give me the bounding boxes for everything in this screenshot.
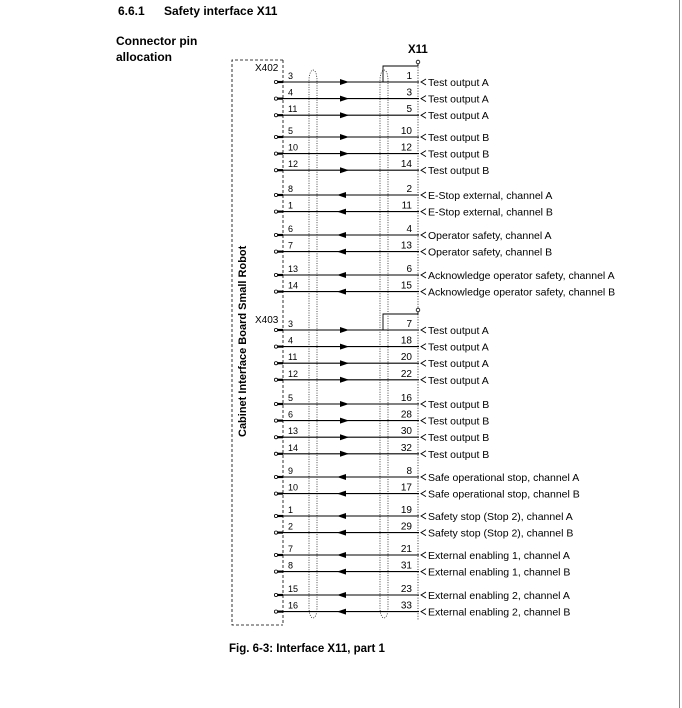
left-pin-number: 14: [288, 280, 299, 291]
arrow-right-icon: [340, 112, 349, 118]
arrow-right-icon: [340, 327, 349, 333]
left-pin-number: 10: [288, 482, 299, 493]
arrow-left-icon: [337, 530, 346, 536]
right-pin-number: 10: [400, 126, 412, 137]
left-pin-number: 6: [288, 409, 294, 420]
signal-label: Acknowledge operator safety, channel A: [428, 270, 615, 282]
right-pin-number: 17: [400, 482, 412, 494]
chevron-left-icon: [421, 491, 426, 497]
signal-label: Test output B: [428, 132, 490, 144]
board-label: Cabinet Interface Board Small Robot: [237, 245, 249, 437]
left-pin-number: 15: [288, 584, 299, 594]
jumper-terminal: [416, 60, 420, 64]
signal-row: [274, 505, 572, 523]
signal-label: Test output A: [428, 77, 489, 89]
connector-label-x402: X402: [255, 63, 279, 74]
side-heading: Connector pin allocation: [116, 34, 198, 64]
chevron-left-icon: [421, 167, 426, 173]
chevron-left-icon: [421, 272, 426, 278]
arrow-left-icon: [337, 491, 346, 497]
arrow-left-icon: [337, 513, 346, 519]
section-title: Safety interface X11: [164, 4, 278, 18]
chevron-left-icon: [421, 418, 426, 424]
left-pin-number: 6: [288, 224, 294, 234]
left-terminal-dot: [274, 514, 277, 517]
left-terminal-dot: [274, 419, 277, 422]
chevron-left-icon: [421, 377, 426, 383]
signal-label: Test output A: [428, 358, 489, 371]
chevron-left-icon: [421, 474, 426, 480]
jumper-bridge: [383, 311, 418, 330]
left-pin-number: 14: [288, 442, 299, 453]
left-terminal-dot: [274, 328, 277, 331]
chevron-left-icon: [421, 112, 426, 118]
signal-row: [274, 561, 570, 579]
arrow-right-icon: [340, 167, 349, 173]
signal-row: [274, 126, 489, 144]
left-terminal-dot: [274, 553, 277, 556]
arrow-left-icon: [337, 609, 346, 615]
left-terminal-dot: [274, 475, 277, 478]
figure-caption: Fig. 6-3: Interface X11, part 1: [229, 643, 385, 655]
left-pin-number: 5: [288, 126, 294, 136]
jumper-terminal: [416, 308, 420, 312]
signal-label: External enabling 2, channel B: [428, 606, 571, 619]
signal-row: [274, 319, 488, 337]
chevron-left-icon: [421, 513, 426, 519]
signal-row: [274, 71, 488, 89]
left-terminal-dot: [274, 233, 277, 236]
left-pin-number: 9: [288, 466, 294, 476]
signal-row: [274, 352, 488, 370]
signal-label: Operator safety, channel B: [428, 246, 553, 259]
signal-row: [274, 336, 488, 354]
left-terminal-dot: [274, 80, 277, 83]
left-pin-number: 8: [288, 184, 294, 194]
signal-label: External enabling 1, channel A: [428, 550, 570, 562]
left-terminal-dot: [274, 593, 277, 596]
left-pin-number: 4: [288, 87, 294, 98]
right-pin-number: 16: [400, 393, 412, 404]
left-terminal-dot: [274, 114, 277, 117]
signal-label: External enabling 1, channel B: [428, 566, 571, 579]
left-terminal-dot: [274, 290, 277, 293]
left-terminal-dot: [274, 273, 277, 276]
signal-label: Test output B: [428, 448, 490, 461]
left-pin-number: 3: [288, 319, 294, 329]
shield-left: [309, 70, 317, 618]
arrow-left-icon: [337, 249, 346, 255]
signal-row: [274, 159, 489, 177]
chevron-left-icon: [421, 134, 426, 140]
signal-row: [274, 88, 488, 106]
left-pin-number: 2: [288, 521, 294, 532]
chevron-left-icon: [421, 232, 426, 238]
right-pin-number: 19: [400, 505, 412, 516]
left-pin-number: 11: [288, 352, 298, 363]
right-pin-number: 31: [400, 560, 412, 572]
left-terminal-dot: [274, 452, 277, 455]
right-pin-number: 23: [400, 584, 412, 595]
arrow-left-icon: [337, 569, 346, 575]
left-terminal-dot: [274, 250, 277, 253]
signal-row: [274, 241, 552, 259]
signal-row: [274, 264, 614, 282]
left-terminal-dot: [274, 436, 277, 439]
left-terminal-dot: [274, 97, 277, 100]
right-pin-number: 14: [400, 159, 412, 171]
signal-label: Test output B: [428, 432, 490, 445]
right-pin-number: 8: [406, 466, 412, 477]
chevron-left-icon: [421, 96, 426, 102]
chevron-left-icon: [421, 360, 426, 366]
right-pin-number: 29: [400, 521, 412, 533]
signal-label: Test output B: [428, 165, 490, 178]
signal-row: [274, 466, 579, 484]
left-pin-number: 13: [288, 426, 299, 437]
right-pin-number: 1: [406, 71, 412, 82]
chevron-left-icon: [421, 530, 426, 536]
left-pin-number: 7: [288, 240, 294, 251]
chevron-left-icon: [421, 609, 426, 615]
arrow-left-icon: [337, 192, 346, 198]
chevron-left-icon: [421, 434, 426, 440]
signal-row: [274, 104, 488, 122]
right-pin-number: 15: [400, 280, 412, 292]
x11-connector-label: X11: [408, 44, 428, 56]
left-pin-number: 7: [288, 544, 294, 554]
shield-right: [380, 70, 388, 618]
left-terminal-dot: [274, 210, 277, 213]
signal-label: Test output A: [428, 374, 489, 387]
right-pin-number: 33: [400, 600, 412, 612]
right-pin-number: 11: [401, 200, 412, 212]
chevron-left-icon: [421, 151, 426, 157]
signal-row: [274, 224, 551, 242]
left-terminal-dot: [274, 570, 277, 573]
arrow-left-icon: [337, 592, 346, 598]
left-terminal-dot: [274, 362, 277, 365]
left-pin-number: 13: [288, 264, 299, 274]
chevron-left-icon: [421, 327, 426, 333]
left-pin-number: 1: [288, 200, 294, 211]
right-pin-number: 2: [406, 184, 412, 195]
right-pin-number: 32: [400, 442, 412, 454]
signal-row: [274, 393, 489, 411]
left-pin-number: 11: [288, 104, 298, 115]
chevron-left-icon: [421, 79, 426, 85]
arrow-left-icon: [337, 474, 346, 480]
signal-row: [274, 426, 489, 444]
right-pin-number: 3: [406, 87, 412, 99]
arrow-right-icon: [340, 451, 349, 457]
left-pin-number: 3: [288, 71, 294, 81]
right-pin-number: 7: [406, 319, 412, 330]
signal-label: Test output A: [428, 325, 489, 337]
left-terminal-dot: [274, 135, 277, 138]
arrow-right-icon: [340, 434, 349, 440]
chevron-left-icon: [421, 344, 426, 350]
left-terminal-dot: [274, 610, 277, 613]
left-terminal-dot: [274, 193, 277, 196]
left-terminal-dot: [274, 531, 277, 534]
left-pin-number: 1: [288, 505, 294, 515]
arrow-left-icon: [337, 552, 346, 558]
arrow-right-icon: [340, 344, 349, 350]
signal-row: [274, 522, 573, 540]
signal-label: Safe operational stop, channel B: [428, 488, 580, 501]
arrow-left-icon: [337, 232, 346, 238]
signal-row: [274, 443, 489, 461]
connector-label-x403: X403: [255, 315, 279, 326]
chevron-left-icon: [421, 249, 426, 255]
chevron-left-icon: [421, 192, 426, 198]
signal-row: [274, 281, 615, 299]
chevron-left-icon: [421, 451, 426, 457]
arrow-left-icon: [337, 272, 346, 278]
right-pin-number: 13: [400, 240, 412, 252]
left-pin-number: 4: [288, 335, 294, 346]
left-terminal-dot: [274, 402, 277, 405]
signal-label: Operator safety, channel A: [428, 230, 552, 242]
signal-label: Test output B: [428, 148, 490, 161]
arrow-right-icon: [340, 360, 349, 366]
chevron-left-icon: [421, 209, 426, 215]
signal-label: Test output B: [428, 399, 490, 411]
right-pin-number: 18: [400, 335, 412, 347]
right-pin-number: 4: [406, 224, 412, 235]
left-terminal-dot: [274, 492, 277, 495]
signal-row: [274, 143, 489, 161]
signal-row: [274, 369, 488, 387]
signal-row: [274, 544, 569, 562]
signal-label: Safe operational stop, channel A: [428, 472, 580, 484]
signal-row: [274, 201, 553, 219]
signal-row: [274, 483, 579, 501]
left-terminal-dot: [274, 169, 277, 172]
left-pin-number: 5: [288, 393, 294, 403]
signal-label: Safety stop (Stop 2), channel B: [428, 527, 574, 540]
left-pin-number: 10: [288, 142, 299, 153]
right-pin-number: 12: [400, 142, 412, 154]
right-pin-number: 20: [400, 352, 412, 364]
right-pin-number: 5: [406, 104, 412, 116]
signal-row: [274, 410, 489, 428]
arrow-left-icon: [337, 209, 346, 215]
right-pin-number: 30: [400, 426, 412, 438]
left-pin-number: 16: [288, 600, 299, 611]
right-pin-number: 21: [400, 544, 412, 555]
signal-label: E-Stop external, channel B: [428, 206, 553, 219]
signal-label: Test output A: [428, 110, 489, 123]
arrow-right-icon: [340, 418, 349, 424]
signal-row: [274, 584, 569, 602]
signal-label: Test output A: [428, 341, 489, 354]
arrow-right-icon: [340, 377, 349, 383]
chevron-left-icon: [421, 552, 426, 558]
left-pin-number: 12: [288, 159, 299, 170]
arrow-right-icon: [340, 96, 349, 102]
chevron-left-icon: [421, 289, 426, 295]
left-terminal-dot: [274, 345, 277, 348]
signal-label: Test output B: [428, 415, 490, 428]
signal-label: Acknowledge operator safety, channel B: [428, 286, 616, 299]
signal-row: [274, 184, 552, 202]
arrow-left-icon: [337, 289, 346, 295]
arrow-right-icon: [340, 401, 349, 407]
left-pin-number: 8: [288, 560, 294, 571]
signal-row: [274, 601, 570, 619]
right-pin-number: 28: [400, 409, 412, 421]
right-pin-number: 22: [400, 368, 412, 380]
signal-label: E-Stop external, channel A: [428, 190, 553, 202]
chevron-left-icon: [421, 401, 426, 407]
chevron-left-icon: [421, 592, 426, 598]
left-terminal-dot: [274, 378, 277, 381]
section-number: 6.6.1: [118, 4, 145, 18]
left-pin-number: 12: [288, 368, 299, 379]
left-terminal-dot: [274, 152, 277, 155]
arrow-right-icon: [340, 79, 349, 85]
arrow-right-icon: [340, 134, 349, 140]
signal-label: Test output A: [428, 93, 489, 106]
right-pin-number: 6: [406, 264, 412, 275]
arrow-right-icon: [340, 151, 349, 157]
signal-label: Safety stop (Stop 2), channel A: [428, 511, 573, 523]
signal-label: External enabling 2, channel A: [428, 590, 570, 602]
chevron-left-icon: [421, 569, 426, 575]
